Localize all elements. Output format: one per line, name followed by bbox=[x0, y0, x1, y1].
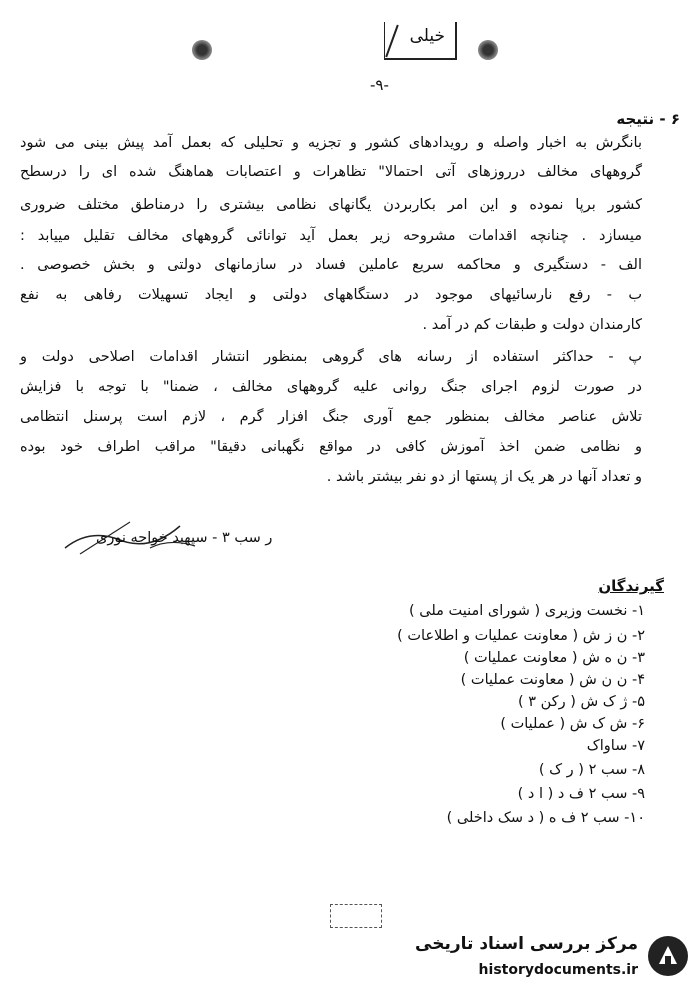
punch-hole-right bbox=[478, 40, 498, 60]
body-line: میسازد . چنانچه اقدامات مشروحه زیر بعمل آید توانائی گروههای مخالف تقلیل مییابد : bbox=[20, 228, 642, 244]
recipient-item: ۱- نخست وزیری ( شورای امنیت ملی ) bbox=[408, 603, 645, 619]
recipient-item: ۸- سب ۲ ( ر ک ) bbox=[538, 762, 645, 778]
section-heading: ۶ - نتیجه bbox=[616, 110, 680, 128]
body-line: در صورت لزوم اجرای جنگ روانی علیه گروههای مخالف ، ضمنا" با توجه با فزایش bbox=[20, 379, 642, 395]
archive-logo-icon bbox=[646, 934, 690, 978]
bottom-stamp-mark bbox=[330, 904, 382, 928]
body-text bbox=[20, 135, 642, 495]
recipient-item: ۱۰- سب ۲ ف ه ( د سک داخلی ) bbox=[446, 810, 645, 826]
stamp-slash-mark bbox=[385, 25, 399, 58]
recipient-item: ۵- ژ ک ش ( رکن ۳ ) bbox=[517, 694, 645, 710]
body-line: کارمندان دولت و طبقات کم در آمد . bbox=[422, 317, 642, 333]
recipient-item: ۷- ساواک bbox=[586, 738, 645, 754]
classification-label: خیلی bbox=[409, 26, 445, 46]
signature-block: ر سب ۳ - سپهبد خواجه نوری bbox=[96, 530, 273, 546]
body-line: الف - دستگیری و محاکمه سریع عاملین فساد در سازمانهای دولتی و بخش خصوصی . bbox=[20, 257, 642, 273]
recipient-item: ۴- ن ن ش ( معاونت عملیات ) bbox=[460, 672, 645, 688]
body-line: بانگرش به اخبار واصله و رویدادهای کشور و تجزیه و تحلیلی که بعمل آمد پیش بینی می شود bbox=[20, 135, 642, 151]
classification-stamp bbox=[384, 22, 457, 60]
watermark-org-name: مرکز بررسی اسناد تاریخی bbox=[415, 934, 638, 954]
recipient-item: ۳- ن ه ش ( معاونت عملیات ) bbox=[463, 650, 645, 666]
watermark-url: historydocuments.ir bbox=[478, 962, 638, 978]
body-line: و تعداد آنها در هر یک از پستها از دو نفر بیشتر باشد . bbox=[326, 469, 642, 485]
punch-hole-left bbox=[192, 40, 212, 60]
body-line: گروههای مخالف درروزهای آتی احتمالا" تظاهرات و اعتصابات هماهنگ شده ای را درسطح bbox=[20, 164, 642, 180]
body-line: و نظامی ضمن اخذ آموزش کافی در مواقع نگهبانی دقیقا" مراقب اطراف خود بوده bbox=[20, 439, 642, 455]
recipient-item: ۲- ن ز ش ( معاونت عملیات و اطلاعات ) bbox=[397, 628, 645, 644]
page-number: -۹- bbox=[370, 76, 389, 94]
recipients-title: گیرندگان bbox=[598, 577, 664, 595]
body-line: تلاش عناصر مخالف بمنظور جمع آوری جنگ افزار گرم ، لازم است پرسنل انتظامی bbox=[20, 409, 642, 425]
body-line: ب - رفع نارسائیهای موجود در دستگاههای دولتی و ایجاد تسهیلات رفاهی به نفع bbox=[20, 287, 642, 303]
recipient-item: ۹- سب ۲ ف د ( ا د ) bbox=[517, 786, 645, 802]
body-line: کشور برپا نموده و این امر بکاربردن یگانهای نظامی بیشتری را درمناطق مختلف ضروری bbox=[20, 197, 642, 213]
body-line: پ - حداکثر استفاده از رسانه های گروهی بمنظور انتشار اقدامات اصلاحی دولت و bbox=[20, 349, 642, 365]
recipient-item: ۶- ش ک ش ( عملیات ) bbox=[500, 716, 645, 732]
watermark-footer bbox=[408, 930, 698, 988]
